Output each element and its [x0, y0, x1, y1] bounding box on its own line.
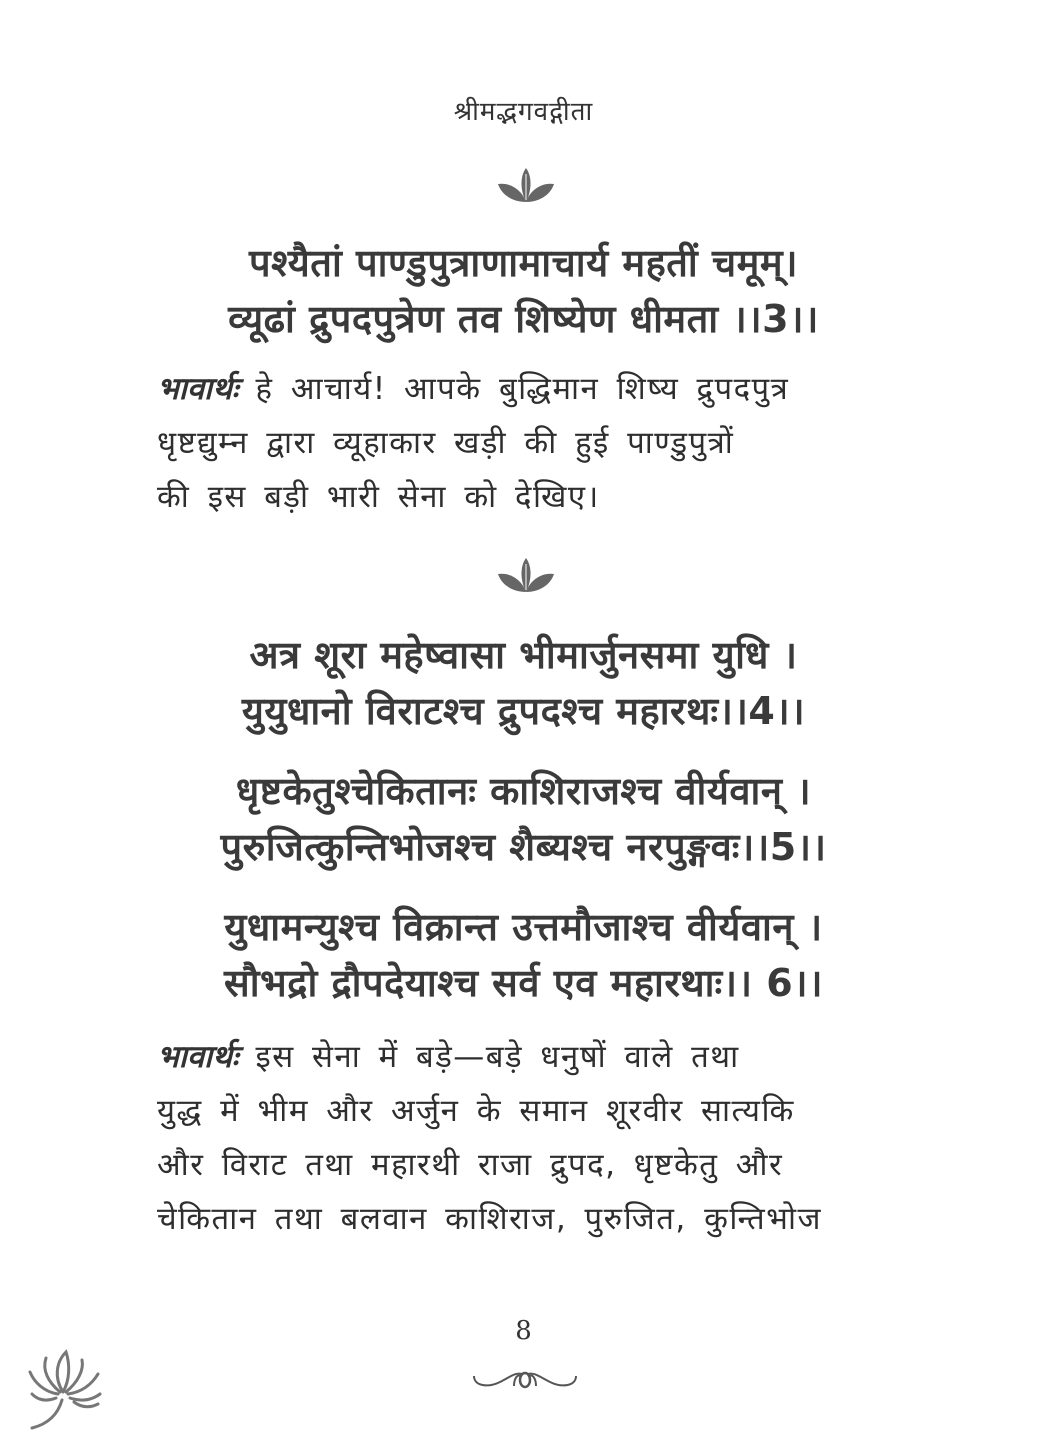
meaning-text: युद्ध में भीम और अर्जुन के समान शूरवीर सात्यकि [157, 1093, 795, 1129]
verse-line: व्यूढां द्रुपदपुत्रेण तव शिष्येण धीमता ।।3।। [228, 297, 819, 341]
verse-3 [0, 235, 1047, 347]
meaning-label: भावार्थः [157, 1039, 239, 1075]
verse-line: युयुधानो विराटश्च द्रुपदश्च महारथः।।4।। [241, 689, 806, 733]
page-number: 8 [515, 1316, 532, 1346]
verse-6 [0, 899, 1047, 1011]
meaning-text: चेकितान तथा बलवान काशिराज, पुरुजित, कुन्तिभोज [157, 1201, 822, 1237]
verse-line: सौभद्रो द्रौपदेयाश्च सर्व एव महारथाः।। 6।। [224, 961, 823, 1005]
meaning-text: इस सेना में बड़े—बड़े धनुषों वाले तथा [255, 1039, 740, 1075]
verse-line: पुरुजित्कुन्तिभोजश्च शैब्यश्च नरपुङ्गवः।।5।। [220, 825, 827, 869]
verse-line: पश्यैतां पाण्डुपुत्राणामाचार्य महतीं चमूम्। [249, 241, 798, 285]
leaf-trio-icon [496, 166, 556, 206]
verse-line: धृष्टकेतुश्चेकितानः काशिराजश्च वीर्यवान् । [235, 769, 812, 813]
verse-4 [0, 627, 1047, 739]
meaning-text: धृष्टद्युम्न द्वारा व्यूहाकार खड़ी की हुई पाण्डुपुत्रों [157, 425, 735, 461]
meaning-verses-4-6 [157, 1030, 917, 1246]
meaning-text: की इस बड़ी भारी सेना को देखिए। [157, 479, 600, 515]
meaning-verse-3 [157, 362, 917, 524]
verse-line: युधामन्युश्च विक्रान्त उत्तमौजाश्च वीर्यवान् । [224, 905, 823, 949]
lotus-icon [18, 1342, 108, 1432]
flourish-icon [470, 1366, 580, 1392]
verse-5 [0, 763, 1047, 875]
meaning-text: हे आचार्य! आपके बुद्धिमान शिष्य द्रुपदपुत्र [255, 371, 790, 407]
meaning-label: भावार्थः [157, 371, 239, 407]
running-header: श्रीमद्भगवद्गीता [453, 97, 594, 127]
meaning-text: और विराट तथा महारथी राजा द्रुपद, धृष्टकेतु और [157, 1147, 784, 1183]
leaf-trio-icon [496, 556, 556, 596]
verse-line: अत्र शूरा महेष्वासा भीमार्जुनसमा युधि । [249, 633, 798, 677]
